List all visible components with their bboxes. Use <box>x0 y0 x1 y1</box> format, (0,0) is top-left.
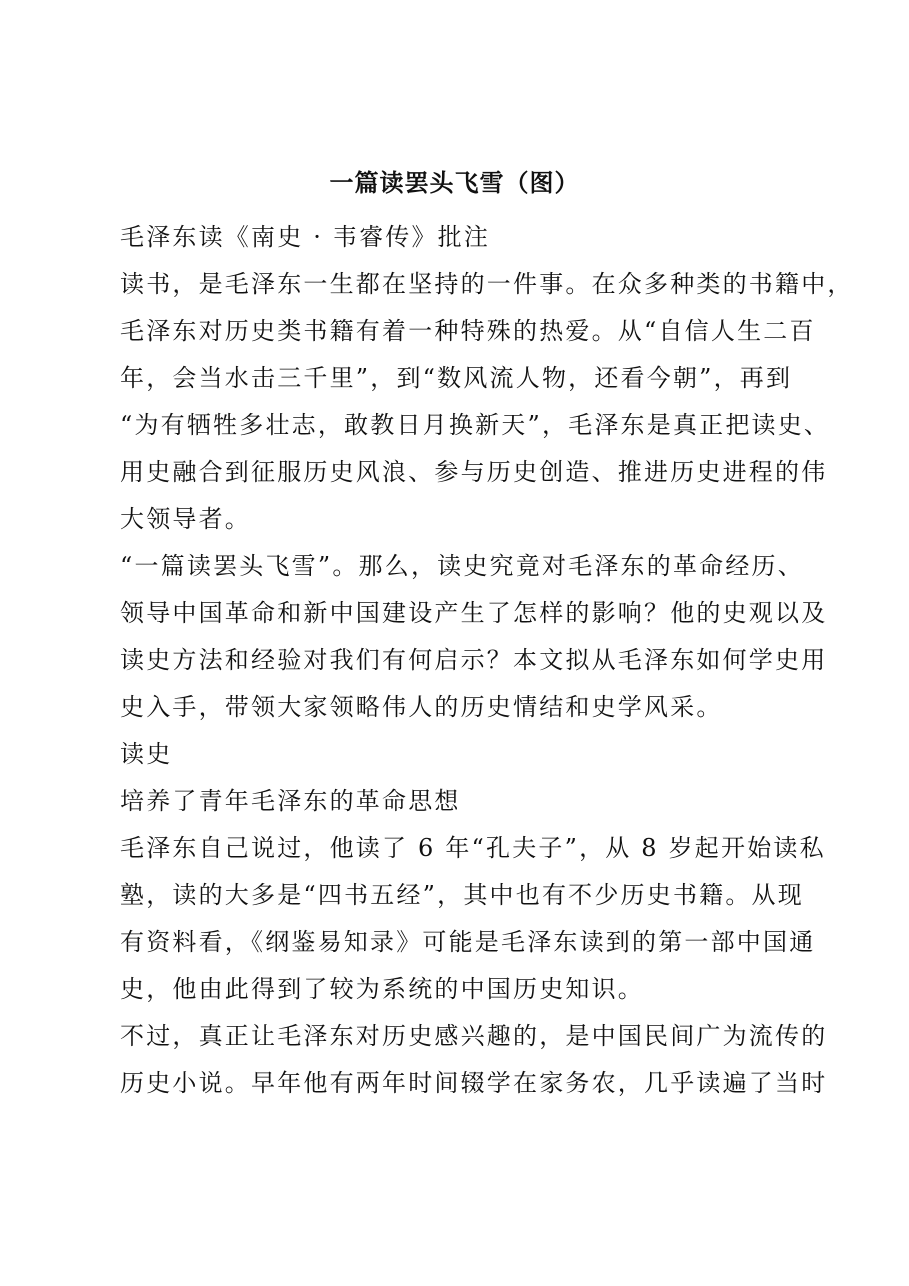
paragraph-line: 塾，读的大多是“四书五经”，其中也有不少历史书籍。从现 <box>120 881 804 909</box>
paragraph-line: 用史融合到征服历史风浪、参与历史创造、推进历史进程的伟 <box>120 458 828 486</box>
paragraph-line: 史入手，带领大家领略伟人的历史情结和史学风采。 <box>120 693 723 721</box>
paragraph-line: 毛泽东自己说过，他读了 6 年“孔夫子”，从 8 岁起开始读私 <box>120 834 826 862</box>
paragraph-line: 史，他由此得到了较为系统的中国历史知识。 <box>120 975 644 1003</box>
paragraph-line: 读史方法和经验对我们有何启示？本文拟从毛泽东如何学史用 <box>120 646 828 674</box>
paragraph-line: 毛泽东对历史类书籍有着一种特殊的热爱。从“自信人生二百 <box>120 317 816 345</box>
paragraph-line: 领导中国革命和新中国建设产生了怎样的影响？他的史观以及 <box>120 599 828 627</box>
paragraph-line: 有资料看，《纲鉴易知录》可能是毛泽东读到的第一部中国通 <box>120 928 816 956</box>
paragraph-line: 历史小说。早年他有两年时间辍学在家务农，几乎读遍了当时 <box>120 1069 828 1097</box>
section-heading: 读史 <box>120 740 173 768</box>
paragraph-line: 读书，是毛泽东一生都在坚持的一件事。在众多种类的书籍中， <box>120 270 854 298</box>
section-subheading: 培养了青年毛泽东的革命思想 <box>120 787 461 815</box>
paragraph-line: 年，会当水击三千里”，到“数风流人物，还看今朝”，再到 <box>120 364 793 392</box>
paragraph-line: “为有牺牲多壮志，敢教日月换新天”，毛泽东是真正把读史、 <box>120 411 831 439</box>
paragraph-line: “一篇读罢头飞雪”。那么，读史究竟对毛泽东的革命经历、 <box>120 552 804 580</box>
paragraph-line: 大领导者。 <box>120 505 251 533</box>
document-title: 一篇读罢头飞雪（图） <box>329 168 580 197</box>
paragraph-line: 不过，真正让毛泽东对历史感兴趣的，是中国民间广为流传的 <box>120 1022 828 1050</box>
document-body <box>120 214 854 1107</box>
caption-line: 毛泽东读《南史 · 韦睿传》批注 <box>120 223 491 251</box>
